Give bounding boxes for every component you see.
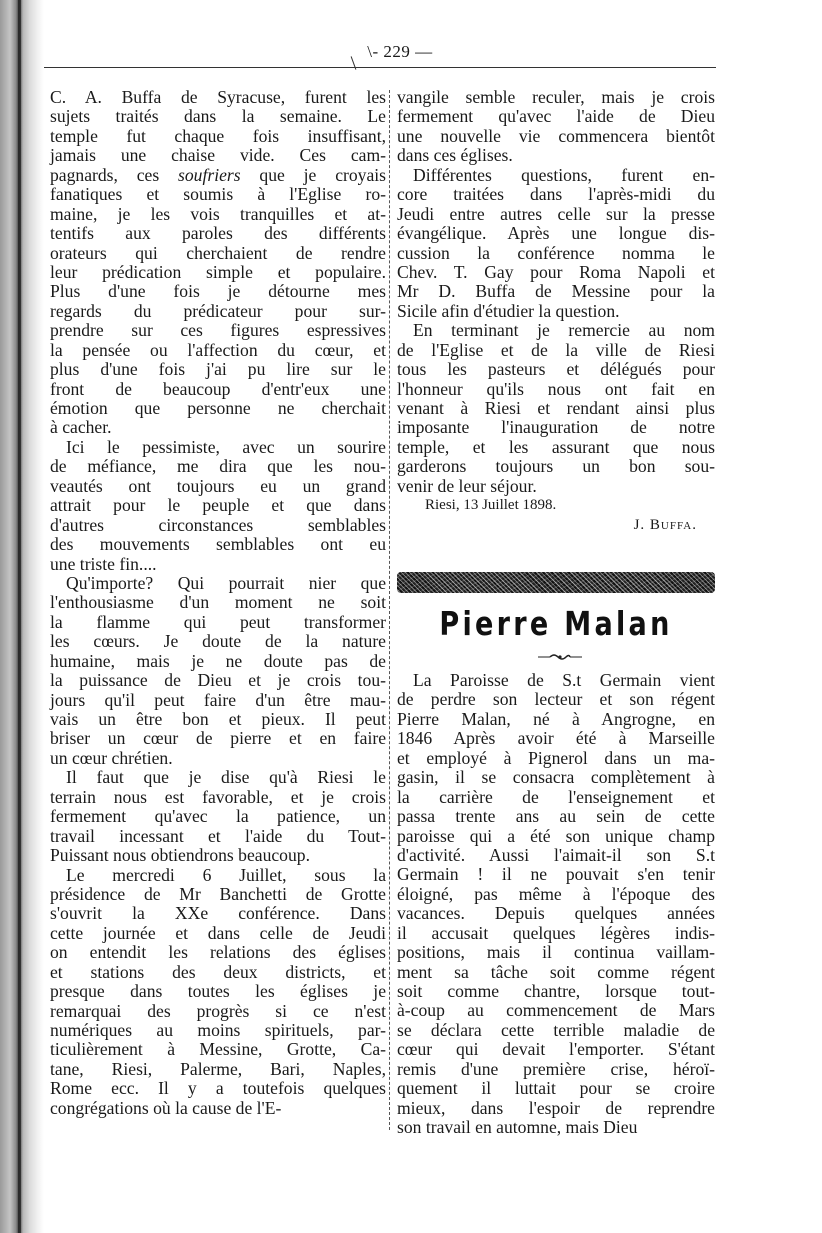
text-line: cœur qui devait l'emporter. S'étant — [397, 1039, 715, 1060]
text-line: évangélique. Après une longue dis- — [397, 223, 715, 244]
text-line: venir de leur séjour. — [397, 475, 537, 496]
text-line: ment sa tâche soit comme régent — [397, 961, 715, 982]
text-line: gasin, il se consacra complètement à — [397, 767, 715, 788]
text-line: d'activité. Aussi l'aimait-il son S.t — [397, 844, 715, 865]
text-line: pagnards, ces soufriers que je croyais — [50, 164, 386, 185]
text-line: Le mercredi 6 Juillet, sous la — [66, 864, 386, 885]
text-line: maine, je les vois tranquilles et at- — [50, 203, 386, 224]
text-line: une nouvelle vie commencera bientôt — [397, 125, 715, 146]
text-line: se déclara cette terrible maladie de — [397, 1019, 715, 1040]
text-line: C. A. Buffa de Syracuse, furent les — [50, 87, 386, 107]
text-line: tous les pasteurs et délégués pour — [397, 359, 715, 380]
text-line: l'enthousiasme d'un moment ne soit — [50, 592, 386, 613]
italic-word: soufriers — [178, 164, 241, 185]
text-line: temple fut chaque fois insuffisant, — [50, 125, 386, 146]
text-line: regards du prédicateur pour sur- — [50, 300, 386, 321]
text-line: veautés ont toujours eu un grand — [50, 475, 386, 496]
text-line: vacances. Depuis quelques années — [397, 903, 715, 924]
text-line: numériques au moins spirituels, par- — [50, 1020, 386, 1040]
text-line: remis d'une première crise, héroï- — [397, 1058, 715, 1079]
text-line: ticulièrement à Messine, Grotte, Ca- — [50, 1039, 386, 1060]
text-line: une triste fin.... — [50, 553, 157, 574]
text-line: de méfiance, me dira que les nou- — [50, 456, 386, 477]
text-line: Ici le pessimiste, avec un sourire — [66, 436, 386, 457]
text-line: la carrière de l'enseignement et — [397, 786, 715, 807]
text-line: des mouvements semblables ont eu — [50, 534, 386, 555]
page-number: \- 229 — — [367, 42, 433, 61]
text-line: on entendit les relations des églises — [50, 942, 386, 963]
text-line: son travail en automne, mais Dieu — [397, 1117, 638, 1138]
right-column — [397, 88, 715, 535]
text-line: Mr D. Buffa de Messine pour la — [397, 281, 715, 302]
text-line: un cœur chrétien. — [50, 747, 173, 768]
text-line: de l'Eglise et de la ville de Riesi — [397, 339, 715, 360]
article-title: Pierre Malan — [439, 604, 673, 643]
text-line: et employé à Pignerol dans un ma- — [397, 747, 715, 768]
text-line: Jeudi entre autres celle sur la presse — [397, 203, 715, 224]
text-line: éloigné, pas même à l'époque des — [397, 883, 715, 904]
binding-edge-line — [18, 0, 21, 1233]
column-divider — [389, 90, 390, 1130]
text-line: 1846 Après avoir été à Marseille — [397, 728, 715, 749]
ornamental-divider-bar — [397, 572, 715, 593]
text-line: prendre sur ces figures espressives — [50, 320, 386, 341]
page-header — [340, 42, 460, 64]
text-line: la flamme qui peut transformer — [50, 611, 386, 632]
text-line: positions, mais il continua vaillam- — [397, 942, 715, 963]
text-line: front de beaucoup d'entr'eux une — [50, 378, 386, 399]
text-line: sujets traités dans la semaine. Le — [50, 106, 386, 127]
text-line: Chev. T. Gay pour Roma Napoli et — [397, 261, 715, 282]
signature: J. Buffa. — [633, 516, 697, 533]
text-line: garderons toujours un bon sou- — [397, 456, 715, 477]
text-line: l'honneur qu'ils nous ont fait en — [397, 378, 715, 399]
text-line: la puissance de Dieu et je crois tou- — [50, 670, 386, 691]
dateline: Riesi, 13 Juillet 1898. — [425, 497, 557, 514]
text-line: temple, et les assurant que nous — [397, 436, 715, 457]
text-line: émotion que personne ne cherchait — [50, 398, 386, 418]
text-line: leur prédication simple et populaire. — [50, 261, 386, 282]
text-line: il accusait quelques légères indis- — [397, 922, 715, 943]
text-line: En terminant je remercie au nom — [413, 320, 715, 341]
text-line: Différentes questions, furent en- — [413, 164, 715, 185]
text-line: vangile semble reculer, mais je crois — [397, 87, 715, 107]
text-line: remarquai des progrès si ce n'est — [50, 1000, 386, 1021]
right-column-text — [397, 88, 715, 496]
text-line: Qu'importe? Qui pourrait nier que — [66, 572, 386, 593]
text-line: de perdre son lecteur et son régent — [397, 689, 715, 710]
text-line: fermement qu'avec l'aide de Dieu — [397, 106, 715, 127]
text-line: vais un être bon et pieux. Il peut — [50, 709, 386, 729]
article-body — [397, 671, 715, 1138]
text-line: d'autres circonstances semblables — [50, 514, 386, 535]
text-line: les cœurs. Je doute de la nature — [50, 631, 386, 652]
text-line: et stations des deux districts, et — [50, 961, 386, 982]
text-line: congrégations où la cause de l'E- — [50, 1097, 282, 1118]
text-line: Rome ecc. Il y a toutefois quelques — [50, 1078, 386, 1099]
text-line: tentifs aux paroles des différents — [50, 223, 386, 244]
text-line: Germain ! il ne pouvait s'en tenir — [397, 864, 715, 885]
text-line: terrain nous est favorable, et je crois — [50, 786, 386, 807]
text-line: Il faut que je dise qu'à Riesi le — [66, 767, 386, 788]
text-line: à cacher. — [50, 417, 112, 438]
text-line: Puissant nous obtiendrons beaucoup. — [50, 845, 310, 866]
book-binding-shadow — [0, 0, 44, 1233]
text-line: paroisse qui a été son unique champ — [397, 825, 715, 846]
text-line: imposante l'inauguration de notre — [397, 417, 715, 438]
left-column — [50, 88, 386, 1118]
text-line: briser un cœur de pierre et en faire — [50, 728, 386, 749]
text-line: la pensée ou l'affection du cœur, et — [50, 339, 386, 360]
text-line: presque dans toutes les églises je — [50, 981, 386, 1002]
text-line: cussion la conférence nomma le — [397, 242, 715, 263]
text-line: plus d'une fois j'ai pu lire sur le — [50, 359, 386, 380]
text-line: Plus d'une fois je détourne mes — [50, 281, 386, 302]
text-line: attrait pour le peuple et que dans — [50, 495, 386, 516]
text-line: tane, Riesi, Palerme, Bari, Naples, — [50, 1058, 386, 1079]
text-line: Pierre Malan, né à Angrogne, en — [397, 708, 715, 729]
text-line: jamais une chaise vide. Ces cam- — [50, 145, 386, 166]
text-line: dans ces églises. — [397, 145, 513, 166]
text-line: core traitées dans l'après-midi du — [397, 184, 715, 205]
text-line: passa trente ans au sein de cette — [397, 806, 715, 827]
fleuron-ornament-icon — [536, 652, 584, 662]
text-line: orateurs qui cherchaient de rendre — [50, 242, 386, 263]
text-line: à-coup au commencement de Mars — [397, 1000, 715, 1021]
text-line: travail incessant et l'aide du Tout- — [50, 825, 386, 846]
text-line: fanatiques et soumis à l'Eglise ro- — [50, 184, 386, 205]
text-line: humaine, mais je ne doute pas de — [50, 650, 386, 671]
text-line: jours qu'il peut faire d'un être mau- — [50, 689, 386, 710]
text-line: Sicile afin d'étudier la question. — [397, 300, 620, 321]
text-line: mieux, dans l'espoir de reprendre — [397, 1097, 715, 1118]
text-line: fermement qu'avec la patience, un — [50, 806, 386, 827]
text-line: quement il luttait pour se croire — [397, 1078, 715, 1099]
header-rule — [44, 67, 716, 68]
text-line: soit comme chantre, lorsque tout- — [397, 981, 715, 1001]
text-line: La Paroisse de S.t Germain vient — [413, 670, 715, 690]
text-line: cette journée et dans celle de Jeudi — [50, 922, 386, 943]
text-line: présidence de Mr Banchetti de Grotte — [50, 883, 386, 904]
text-line: venant à Riesi et rendant ainsi plus — [397, 398, 715, 418]
text-line: s'ouvrit la XXe conférence. Dans — [50, 903, 386, 924]
